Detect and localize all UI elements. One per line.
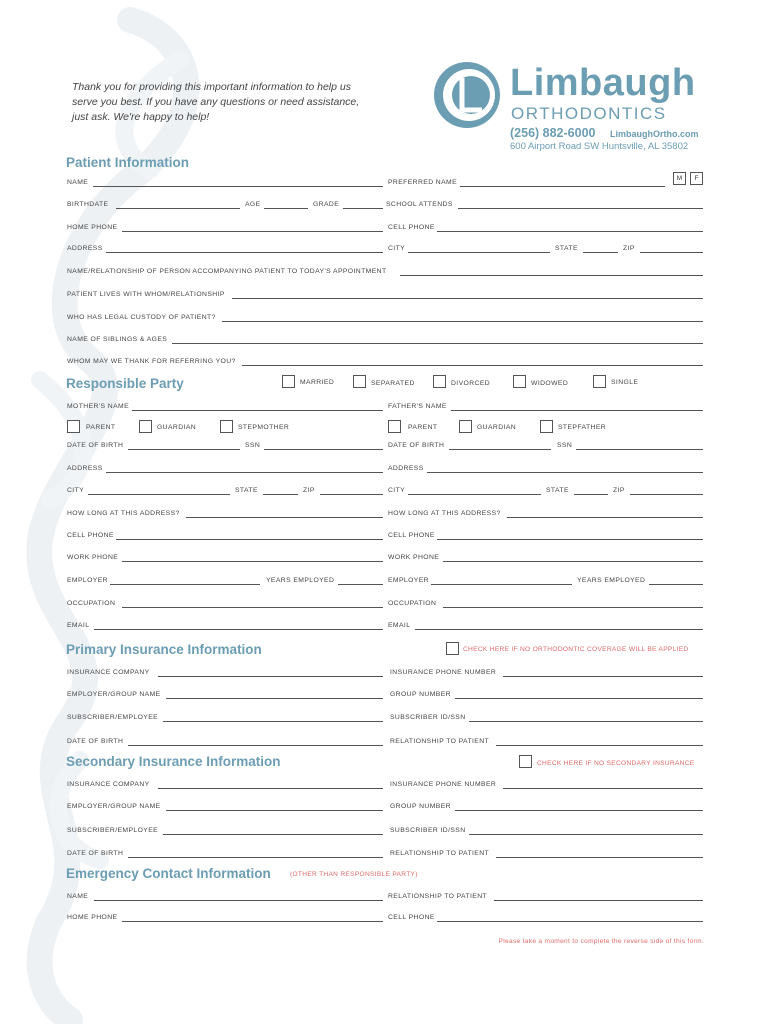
secondary-employer-label: EMPLOYER/GROUP NAME	[67, 803, 161, 810]
primary-subscriber-id-label: SUBSCRIBER ID/SSN	[390, 714, 466, 721]
primary-employer-field[interactable]	[166, 698, 383, 699]
mother-years-label: YEARS EMPLOYED	[266, 577, 335, 584]
cell-phone-field[interactable]	[437, 231, 703, 232]
stepfather-checkbox[interactable]	[540, 420, 553, 433]
father-dob-label: DATE OF BIRTH	[388, 442, 445, 449]
city-field[interactable]	[408, 252, 550, 253]
mother-guardian-checkbox[interactable]	[139, 420, 152, 433]
section-title-secondary-insurance: Secondary Insurance Information	[66, 754, 281, 769]
mother-zip-label: ZIP	[303, 487, 315, 494]
father-employer-label: EMPLOYER	[388, 577, 429, 584]
mother-how-long-label: HOW LONG AT THIS ADDRESS?	[67, 510, 180, 517]
sex-female-checkbox[interactable]: F	[690, 172, 703, 185]
father-guardian-label: GUARDIAN	[477, 424, 517, 431]
sex-male-checkbox[interactable]: M	[673, 172, 686, 185]
brand-phone: (256) 882-6000	[510, 126, 596, 140]
city-label: CITY	[388, 245, 406, 252]
no-ortho-coverage-checkbox[interactable]	[446, 642, 459, 655]
emergency-note: (OTHER THAN RESPONSIBLE PARTY)	[290, 871, 418, 878]
name-label: NAME	[67, 179, 89, 186]
separated-label: SEPARATED	[371, 380, 415, 387]
secondary-subscriber-label: SUBSCRIBER/EMPLOYEE	[67, 827, 159, 834]
father-parent-checkbox[interactable]	[388, 420, 401, 433]
father-occupation-label: OCCUPATION	[388, 600, 437, 607]
primary-employer-label: EMPLOYER/GROUP NAME	[67, 691, 161, 698]
limbaugh-logo-icon	[432, 60, 502, 130]
mother-employer-field[interactable]	[110, 584, 260, 585]
father-how-long-label: HOW LONG AT THIS ADDRESS?	[388, 510, 501, 517]
address-label: ADDRESS	[67, 245, 103, 252]
father-cell-field[interactable]	[437, 539, 703, 540]
brand-subtitle: ORTHODONTICS	[511, 104, 667, 123]
primary-phone-label: INSURANCE PHONE NUMBER	[390, 669, 497, 676]
mother-years-field[interactable]	[338, 584, 383, 585]
siblings-label: NAME OF SIBLINGS & AGES	[67, 336, 168, 343]
mother-occupation-field[interactable]	[122, 607, 383, 608]
father-ssn-label: SSN	[557, 442, 573, 449]
father-how-long-field[interactable]	[507, 517, 703, 518]
secondary-subscriber-id-label: SUBSCRIBER ID/SSN	[390, 827, 466, 834]
mother-state-label: STATE	[235, 487, 258, 494]
father-cell-label: CELL PHONE	[388, 532, 435, 539]
preferred-name-field[interactable]	[460, 186, 665, 187]
mother-state-field[interactable]	[263, 494, 298, 495]
secondary-phone-label: INSURANCE PHONE NUMBER	[390, 781, 497, 788]
age-field[interactable]	[264, 208, 308, 209]
secondary-relationship-label: RELATIONSHIP TO PATIENT	[390, 850, 490, 857]
grade-field[interactable]	[343, 208, 383, 209]
secondary-employer-field[interactable]	[166, 810, 383, 811]
mother-zip-field[interactable]	[320, 494, 383, 495]
state-label: STATE	[555, 245, 578, 252]
lives-with-field[interactable]	[232, 298, 703, 299]
mother-cell-field[interactable]	[116, 539, 383, 540]
zip-label: ZIP	[623, 245, 635, 252]
address-field[interactable]	[106, 252, 383, 253]
mother-work-field[interactable]	[122, 561, 383, 562]
mother-work-label: WORK PHONE	[67, 554, 119, 561]
mother-city-label: CITY	[67, 487, 85, 494]
emergency-cell-phone-label: CELL PHONE	[388, 914, 435, 921]
state-field[interactable]	[583, 252, 618, 253]
brand-address: 600 Airport Road SW Huntsville, AL 35802	[510, 141, 689, 152]
preferred-name-label: PREFERRED NAME	[388, 179, 458, 186]
referring-field[interactable]	[242, 365, 703, 366]
father-zip-label: ZIP	[613, 487, 625, 494]
divorced-checkbox[interactable]	[433, 375, 446, 388]
brand-website: LimbaughOrtho.com	[610, 129, 699, 139]
secondary-phone-field[interactable]	[503, 788, 703, 789]
no-ortho-coverage-label: CHECK HERE IF NO ORTHODONTIC COVERAGE WILL BE APPLIED	[463, 646, 689, 653]
stepmother-checkbox[interactable]	[220, 420, 233, 433]
secondary-relationship-field[interactable]	[496, 857, 703, 858]
secondary-group-label: GROUP NUMBER	[390, 803, 451, 810]
father-email-field[interactable]	[415, 629, 703, 630]
emergency-home-phone-field[interactable]	[122, 921, 383, 922]
brand-name: Limbaugh	[510, 62, 696, 104]
mother-dob-label: DATE OF BIRTH	[67, 442, 124, 449]
school-label: SCHOOL ATTENDS	[386, 201, 453, 208]
section-title-emergency: Emergency Contact Information	[66, 866, 271, 881]
married-label: MARRIED	[300, 379, 335, 386]
single-label: SINGLE	[611, 379, 639, 386]
primary-relationship-field[interactable]	[496, 745, 703, 746]
mother-how-long-field[interactable]	[186, 517, 383, 518]
secondary-dob-label: DATE OF BIRTH	[67, 850, 124, 857]
mother-email-label: EMAIL	[67, 622, 90, 629]
primary-dob-label: DATE OF BIRTH	[67, 738, 124, 745]
primary-phone-field[interactable]	[503, 676, 703, 677]
stepfather-label: STEPFATHER	[558, 424, 607, 431]
grade-label: GRADE	[313, 201, 340, 208]
mother-ssn-label: SSN	[245, 442, 261, 449]
secondary-subscriber-id-field[interactable]	[469, 834, 703, 835]
section-title-primary-insurance: Primary Insurance Information	[66, 642, 262, 657]
mother-address-label: ADDRESS	[67, 465, 103, 472]
primary-group-label: GROUP NUMBER	[390, 691, 451, 698]
mother-employer-label: EMPLOYER	[67, 577, 108, 584]
father-guardian-checkbox[interactable]	[459, 420, 472, 433]
father-work-label: WORK PHONE	[388, 554, 440, 561]
emergency-name-label: NAME	[67, 893, 89, 900]
father-occupation-field[interactable]	[443, 607, 703, 608]
mother-dob-field[interactable]	[128, 449, 240, 450]
father-dob-field[interactable]	[449, 449, 551, 450]
mother-parent-checkbox[interactable]	[67, 420, 80, 433]
primary-group-field[interactable]	[455, 698, 703, 699]
birthdate-label: BIRTHDATE	[67, 201, 109, 208]
father-state-label: STATE	[546, 487, 569, 494]
school-field[interactable]	[458, 208, 703, 209]
mother-city-field[interactable]	[88, 494, 230, 495]
mother-address-field[interactable]	[106, 472, 383, 473]
custody-label: WHO HAS LEGAL CUSTODY OF PATIENT?	[67, 314, 216, 321]
mother-parent-label: PARENT	[86, 424, 116, 431]
home-phone-label: HOME PHONE	[67, 224, 118, 231]
father-work-field[interactable]	[443, 561, 703, 562]
father-ssn-field[interactable]	[576, 449, 703, 450]
widowed-checkbox[interactable]	[513, 375, 526, 388]
accompanying-field[interactable]	[400, 275, 703, 276]
no-secondary-label: CHECK HERE IF NO SECONDARY INSURANCE	[537, 760, 695, 767]
mother-email-field[interactable]	[94, 629, 383, 630]
primary-subscriber-id-field[interactable]	[469, 721, 703, 722]
secondary-company-field[interactable]	[158, 788, 383, 789]
fathers-name-label: FATHER'S NAME	[388, 403, 447, 410]
emergency-home-phone-label: HOME PHONE	[67, 914, 118, 921]
single-checkbox[interactable]	[593, 375, 606, 388]
primary-company-label: INSURANCE COMPANY	[67, 669, 150, 676]
mother-cell-label: CELL PHONE	[67, 532, 114, 539]
emergency-cell-phone-field[interactable]	[437, 921, 703, 922]
intro-text: Thank you for providing this important information to help us serve you best. If you have any questions or need assistance, just ask. We're happy to help!	[72, 81, 360, 123]
emergency-relationship-label: RELATIONSHIP TO PATIENT	[388, 893, 488, 900]
no-secondary-checkbox[interactable]	[519, 755, 532, 768]
name-field[interactable]	[93, 186, 383, 187]
primary-subscriber-label: SUBSCRIBER/EMPLOYEE	[67, 714, 159, 721]
father-years-label: YEARS EMPLOYED	[577, 577, 646, 584]
separated-checkbox[interactable]	[353, 375, 366, 388]
widowed-label: WIDOWED	[531, 380, 569, 387]
emergency-name-field[interactable]	[94, 900, 383, 901]
cell-phone-label: CELL PHONE	[388, 224, 435, 231]
mother-guardian-label: GUARDIAN	[157, 424, 197, 431]
divorced-label: DIVORCED	[451, 380, 491, 387]
father-parent-label: PARENT	[408, 424, 438, 431]
section-title-responsible: Responsible Party	[66, 376, 184, 391]
primary-relationship-label: RELATIONSHIP TO PATIENT	[390, 738, 490, 745]
father-address-field[interactable]	[427, 472, 703, 473]
section-title-patient: Patient Information	[66, 155, 190, 170]
father-zip-field[interactable]	[630, 494, 703, 495]
mothers-name-field[interactable]	[132, 410, 383, 411]
custody-field[interactable]	[222, 321, 703, 322]
mother-ssn-field[interactable]	[264, 449, 383, 450]
referring-label: WHOM MAY WE THANK FOR REFERRING YOU?	[67, 358, 236, 365]
father-email-label: EMAIL	[388, 622, 411, 629]
father-city-label: CITY	[388, 487, 406, 494]
zip-field[interactable]	[640, 252, 703, 253]
married-checkbox[interactable]	[282, 375, 295, 388]
father-city-field[interactable]	[408, 494, 541, 495]
primary-subscriber-field[interactable]	[163, 721, 383, 722]
father-state-field[interactable]	[574, 494, 608, 495]
mothers-name-label: MOTHER'S NAME	[67, 403, 130, 410]
secondary-dob-field[interactable]	[128, 857, 383, 858]
secondary-company-label: INSURANCE COMPANY	[67, 781, 150, 788]
footer-note: Please take a moment to complete the reverse side of this form.	[498, 938, 704, 945]
lives-with-label: PATIENT LIVES WITH WHOM/RELATIONSHIP	[67, 291, 225, 298]
age-label: AGE	[245, 201, 261, 208]
primary-company-field[interactable]	[158, 676, 383, 677]
emergency-relationship-field[interactable]	[494, 900, 703, 901]
home-phone-field[interactable]	[122, 231, 383, 232]
siblings-field[interactable]	[172, 343, 703, 344]
primary-dob-field[interactable]	[128, 745, 383, 746]
fathers-name-field[interactable]	[451, 410, 703, 411]
father-address-label: ADDRESS	[388, 465, 424, 472]
stepmother-label: STEPMOTHER	[238, 424, 290, 431]
father-years-field[interactable]	[649, 584, 703, 585]
accompanying-label: NAME/RELATIONSHIP OF PERSON ACCOMPANYING PATIENT TO TODAY'S APPOINTMENT	[67, 268, 387, 275]
secondary-subscriber-field[interactable]	[163, 834, 383, 835]
birthdate-field[interactable]	[116, 208, 240, 209]
mother-occupation-label: OCCUPATION	[67, 600, 116, 607]
father-employer-field[interactable]	[431, 584, 572, 585]
secondary-group-field[interactable]	[455, 810, 703, 811]
